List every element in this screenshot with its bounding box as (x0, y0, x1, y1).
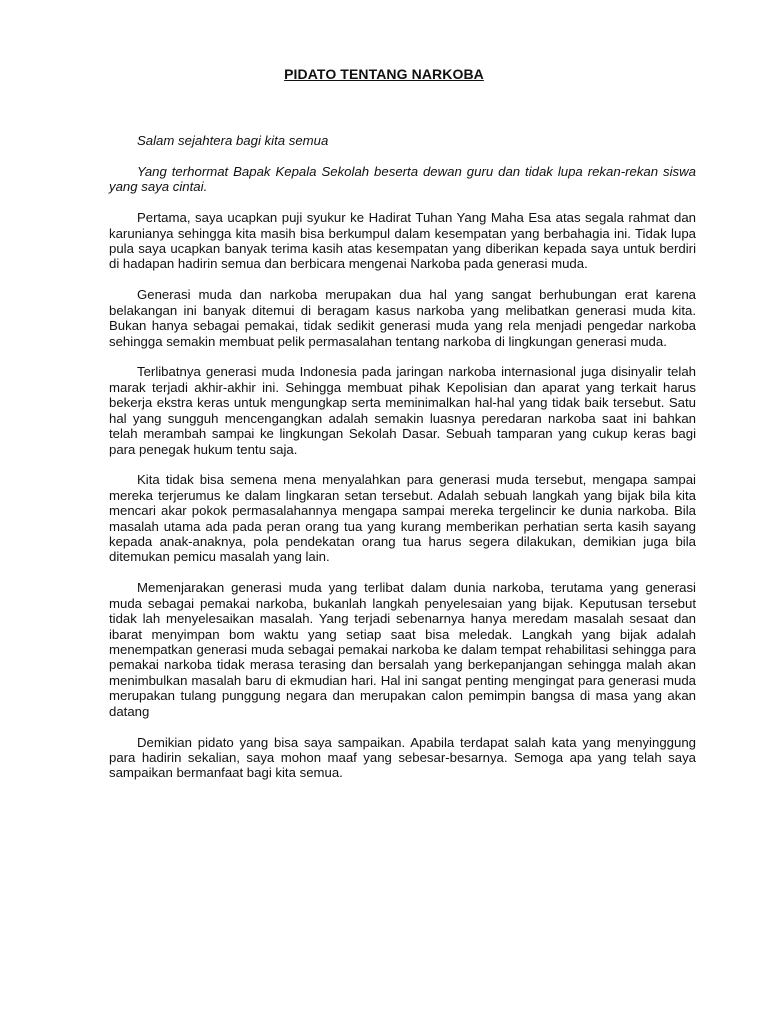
paragraph-root-cause: Kita tidak bisa semena mena menyalahkan para generasi muda tersebut, mengapa sampai mereka terjerumus ke dalam lingkaran setan tersebut. Adalah sebuah langkah yang bijak bila kita mencari akar pokok permasalahannya mengapa sampai mereka tergelincir ke dunia narkoba. Bila masalah utama ada pada peran orang tua yang kurang memberikan perhatian serta kasih sayang kepada anak-anaknya, pola pendekatan orang tua harus segera dilakukan, demikian juga bila ditemukan pemicu masalah yang lain. (109, 472, 696, 565)
speech-body (109, 133, 696, 796)
page-title: PIDATO TENTANG NARKOBA (284, 66, 484, 82)
paragraph-rehabilitation: Memenjarakan generasi muda yang terlibat dalam dunia narkoba, terutama yang generasi muda sebagai pemakai narkoba, bukanlah langkah penyelesaian yang bijak. Keputusan tersebut tidak lah menyelesaikan masalah. Yang terjadi sebenarnya hanya meredam masalah sesaat dan ibarat menyimpan bom waktu yang setiap saat bisa meledak. Langkah yang bijak adalah menempatkan generasi muda sebagai pemakai narkoba ke dalam tempat rehabilitasi sehingga para pemakai narkoba tidak merasa terasing dan bersalah yang berkepanjangan sehingga malah akan menimbulkan masalah baru di ekmudian hari. Hal ini sangat penting mengingat para generasi muda merupakan tulang punggung negara dan merupakan calon pemimpin bangsa di masa yang akan datang (109, 580, 696, 719)
paragraph-closing: Demikian pidato yang bisa saya sampaikan. Apabila terdapat salah kata yang menyinggung para hadirin sekalian, saya mohon maaf yang sebesar-besarnya. Semoga apa yang telah saya sampaikan bermanfaat bagi kita semua. (109, 734, 696, 781)
paragraph-salutation: Yang terhormat Bapak Kepala Sekolah beserta dewan guru dan tidak lupa rekan-rekan siswa yang saya cintai. (109, 163, 696, 195)
paragraph-opening: Pertama, saya ucapkan puji syukur ke Hadirat Tuhan Yang Maha Esa atas segala rahmat dan karunianya sehingga kita masih bisa berkumpul dalam kesempatan yang berbahagia ini. Tidak lupa pula saya ucapkan banyak terima kasih atas kesempatan yang diberikan kepada saya untuk berdiri di hadapan hadirin semua dan berbicara mengenai Narkoba pada generasi muda. (109, 210, 696, 272)
paragraph-greeting: Salam sejahtera bagi kita semua (137, 133, 329, 148)
paragraph-international-network: Terlibatnya generasi muda Indonesia pada jaringan narkoba internasional juga disinyalir telah marak terjadi akhir-akhir ini. Sehingga membuat pihak Kepolisian dan aparat yang terkait harus bekerja ekstra keras untuk mengungkap serta meminimalkan hal-hal yang tidak baik tersebut. Satu hal yang sungguh mencengangkan adalah semakin luasnya peredaran narkoba saat ini bahkan telah merambah sampai ke lingkungan Sekolah Dasar. Sebuah tamparan yang cukup keras bagi para penegak hukum tentu saja. (109, 364, 696, 457)
paragraph-youth-and-drugs: Generasi muda dan narkoba merupakan dua hal yang sangat berhubungan erat karena belakangan ini banyak ditemui di beragam kasus narkoba yang melibatkan generasi muda kita. Bukan hanya sebagai pemakai, tidak sedikit generasi muda yang rela menjadi pengedar narkoba sehingga semakin membuat pelik permasalahan tentang narkoba di lingkungan generasi muda. (109, 287, 696, 349)
